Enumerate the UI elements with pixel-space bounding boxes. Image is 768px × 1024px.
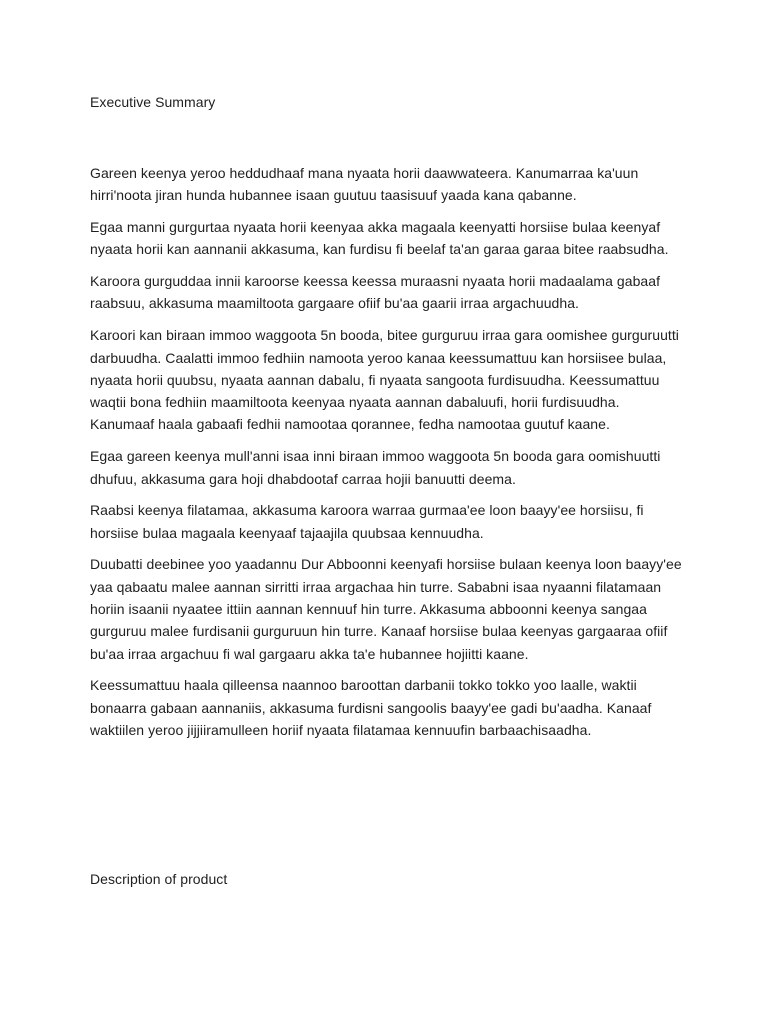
paragraph-line: waqtii bona fedhiin maamiltoota keenyaa nyaata aannan dabaluufi, horii furdisuudha. — [90, 394, 620, 411]
paragraph-line: nyaata horii quubsu, nyaata aannan dabalu, fi nyaata sangoota furdisuudha. Keessumattuu — [90, 371, 660, 388]
paragraph-line: raabsuu, akkasuma maamiltoota gargaare ofiif bu'aa gaarii irraa argachuudha. — [90, 295, 579, 312]
paragraph-line: bu'aa irraa argachuu fi wal gargaaru akka ta'e hubannee hojiitti kaane. — [90, 645, 529, 662]
paragraph-line: Egaa gareen keenya mull'anni isaa inni biraan immoo waggoota 5n booda gara oomishuutti — [90, 448, 661, 465]
paragraph-line: nyaata horii kan aannanii akkasuma, kan furdisu fi beelaf ta'an garaa garaa bitee raabsudha. — [90, 241, 669, 258]
paragraph-line: hirri'noota jiran hunda hubannee isaan guutuu taasisuuf yaada kana qabanne. — [90, 187, 577, 204]
paragraph-7 — [90, 553, 682, 664]
paragraph-line: Keessumattuu haala qilleensa naannoo baroottan darbanii tokko tokko yoo laalle, waktii — [90, 677, 637, 694]
paragraph-4 — [90, 324, 679, 435]
body-text — [90, 162, 682, 751]
paragraph-line: yaa qabaatu malee aannan sirritti irraa argachaa hin turre. Sababni isaa nyaanni filatamaan — [90, 578, 662, 595]
paragraph-3 — [90, 270, 660, 315]
paragraph-line: Karoora gurguddaa innii karoorse keessa keessa muraasni nyaata horii madaalama gabaaf — [90, 273, 661, 290]
paragraph-5 — [90, 445, 660, 490]
paragraph-6 — [90, 499, 660, 544]
section-title-description-of-product: Description of product — [90, 871, 228, 887]
paragraph-line: bonaarra gabaan aannaniis, akkasuma furdisni sangoolis baayy'ee gadi bu'aadha. Kanaaf — [90, 699, 652, 716]
paragraph-line: dhufuu, akkasuma gara hoji dhabdootaf carraa hojii banuutti deema. — [90, 470, 516, 487]
paragraph-8 — [90, 674, 660, 741]
paragraph-line: Karoori kan biraan immoo waggoota 5n booda, bitee gurguruu irraa gara oomishee gurguruutti — [90, 327, 679, 344]
paragraph-line: Duubatti deebinee yoo yaadannu Dur Abboonni keenyafi horsiise bulaan keenya loon baayy'ee — [90, 556, 682, 573]
paragraph-line: waktiilen yeroo jijjiiramulleen horiif nyaata filatamaa kennuufin barbaachisaadha. — [90, 722, 592, 739]
section-title-executive-summary: Executive Summary — [90, 94, 216, 110]
paragraph-line: Raabsi keenya filatamaa, akkasuma karoora warraa gurmaa'ee loon baayy'ee horsiisu, fi — [90, 502, 644, 519]
paragraph-line: horsiise bulaa magaala keenyaaf tajaajila quubsaa kennuudha. — [90, 524, 484, 541]
paragraph-line: darbuudha. Caalatti immoo fedhiin namoota yeroo kanaa keessumattuu kan horsiisee bulaa, — [90, 349, 667, 366]
paragraph-1 — [90, 162, 660, 207]
paragraph-2 — [90, 216, 669, 261]
paragraph-line: Kanumaaf haala gabaafi fedhii namootaa qorannee, fedha namootaa guutuf kaane. — [90, 416, 610, 433]
paragraph-line: Gareen keenya yeroo heddudhaaf mana nyaata horii daawwateera. Kanumarraa ka'uun — [90, 165, 639, 181]
paragraph-line: gurguruu malee furdisanii gurguruun hin turre. Kanaaf horsiise bulaa keenyas gargaaraa ofiif — [90, 623, 668, 640]
paragraph-line: horiin isaanii nyaatee ittiin aannan kennuuf hin turre. Akkasuma abboonni keenya sangaa — [90, 601, 647, 618]
paragraph-line: Egaa manni gurgurtaa nyaata horii keenyaa akka magaala keenyatti horsiise bulaa keenyaf — [90, 219, 661, 236]
